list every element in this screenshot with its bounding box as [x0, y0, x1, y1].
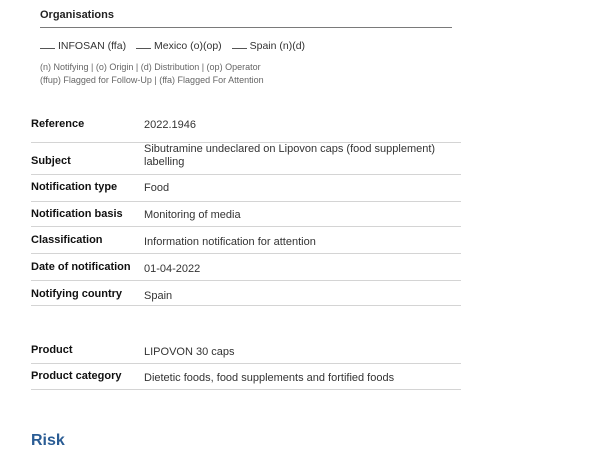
- organisations-legend: [40, 61, 452, 86]
- date-of-notification-value: 01-04-2022: [144, 263, 201, 275]
- detail-row-subject: [31, 142, 461, 175]
- subject-label: Subject: [31, 155, 71, 167]
- product-label: Product: [31, 344, 73, 356]
- product-category-row: [31, 363, 461, 390]
- organisation-entry: [40, 40, 126, 52]
- classification-value: Information notification for attention: [144, 236, 316, 248]
- blank-line: [232, 48, 247, 49]
- reference-label: Reference: [31, 118, 85, 130]
- organisation-name: Mexico (o)(op): [154, 40, 222, 52]
- classification-label: Classification: [31, 234, 103, 246]
- organisations-title: Organisations: [40, 9, 452, 28]
- detail-row-reference: [31, 117, 461, 143]
- notification-type-label: Notification type: [31, 181, 118, 193]
- subject-value: Sibutramine undeclared on Lipovon caps (food supplement) labelling: [144, 143, 436, 168]
- risk-heading: Risk: [31, 432, 65, 449]
- detail-row-classification: [31, 226, 461, 254]
- notifying-country-label: Notifying country: [31, 288, 123, 300]
- organisation-name: Spain (n)(d): [249, 40, 306, 52]
- notification-basis-value: Monitoring of media: [144, 209, 241, 221]
- notifying-country-value: Spain: [144, 290, 173, 302]
- detail-row-date-of-notification: [31, 253, 461, 281]
- date-of-notification-label: Date of notification: [31, 261, 131, 273]
- detail-row-notification-type: [31, 174, 461, 202]
- legend-line-roles: (n) Notifying | (o) Origin | (d) Distribution | (op) Operator: [40, 62, 261, 72]
- blank-line: [136, 48, 151, 49]
- organisation-name: INFOSAN (ffa): [58, 40, 127, 52]
- blank-line: [40, 48, 55, 49]
- organisations-list: [40, 40, 452, 52]
- detail-row-notifying-country: [31, 280, 461, 306]
- legend-line-flags: (ffup) Flagged for Follow-Up | (ffa) Flagged For Attention: [40, 74, 264, 85]
- organisations-section: [40, 9, 452, 86]
- organisation-entry: [232, 40, 305, 52]
- notification-basis-label: Notification basis: [31, 208, 123, 220]
- product-value: LIPOVON 30 caps: [144, 346, 235, 358]
- notification-type-value: Food: [144, 182, 170, 194]
- product-category-label: Product category: [31, 370, 122, 382]
- reference-value: 2022.1946: [144, 119, 196, 131]
- detail-row-notification-basis: [31, 201, 461, 227]
- organisation-entry: [136, 40, 222, 52]
- product-row: [31, 337, 461, 364]
- product-category-value: Dietetic foods, food supplements and fortified foods: [144, 372, 395, 384]
